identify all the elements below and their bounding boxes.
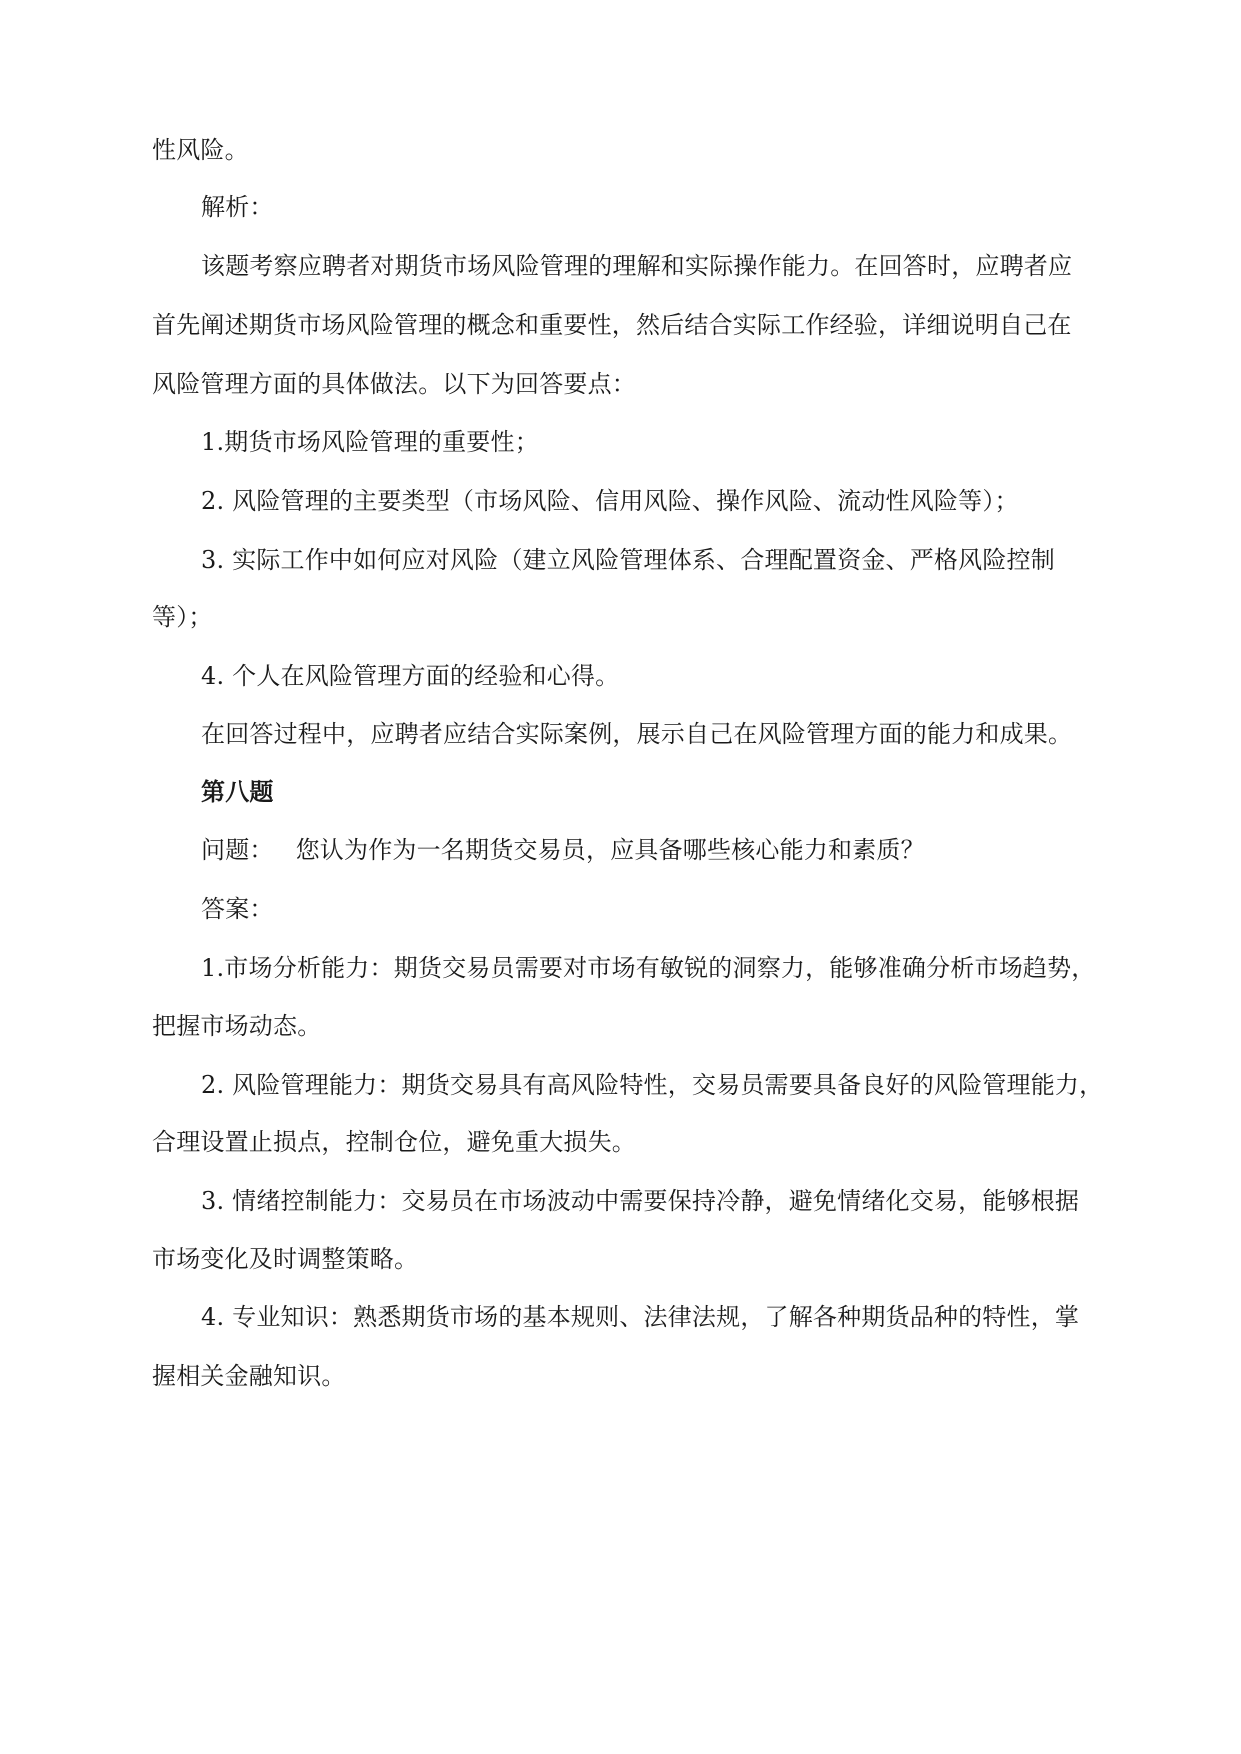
- list-item: 1.期货市场风险管理的重要性；: [201, 428, 539, 456]
- analysis-label: 解析：: [201, 193, 274, 221]
- list-item: 4. 个人在风险管理方面的经验和心得。: [201, 662, 620, 690]
- text-line: 握相关金融知识。: [152, 1362, 346, 1390]
- list-item: 3. 情绪控制能力：交易员在市场波动中需要保持冷静，避免情绪化交易，能够根据: [201, 1187, 1080, 1215]
- question-text: 您认为作为一名期货交易员，应具备哪些核心能力和素质？: [295, 836, 925, 864]
- text-line: 在回答过程中，应聘者应结合实际案例，展示自己在风险管理方面的能力和成果。: [201, 720, 1073, 748]
- list-item: 4. 专业知识：熟悉期货市场的基本规则、法律法规，了解各种期货品种的特性，掌: [201, 1303, 1080, 1331]
- text-line: 把握市场动态。: [152, 1012, 322, 1040]
- section-heading: 第八题: [201, 777, 274, 806]
- list-item: 1.市场分析能力：期货交易员需要对市场有敏锐的洞察力，能够准确分析市场趋势，: [201, 954, 1096, 982]
- text-line: 等）；: [152, 603, 213, 631]
- text-line: 性风险。: [152, 136, 249, 164]
- text-line: 风险管理方面的具体做法。以下为回答要点：: [152, 370, 636, 398]
- question-line: [201, 834, 1092, 866]
- list-item: 3. 实际工作中如何应对风险（建立风险管理体系、合理配置资金、严格风险控制: [201, 546, 1055, 574]
- text-line: 首先阐述期货市场风险管理的概念和重要性，然后结合实际工作经验，详细说明自己在: [152, 311, 1072, 339]
- list-item: 2. 风险管理能力：期货交易具有高风险特性，交易员需要具备良好的风险管理能力，: [201, 1071, 1104, 1099]
- question-label: 问题：: [201, 836, 274, 864]
- list-item: 2. 风险管理的主要类型（市场风险、信用风险、操作风险、流动性风险等）；: [201, 487, 1019, 515]
- text-line: 该题考察应聘者对期货市场风险管理的理解和实际操作能力。在回答时，应聘者应: [201, 252, 1073, 280]
- text-line: 市场变化及时调整策略。: [152, 1245, 419, 1273]
- answer-label: 答案：: [201, 895, 274, 923]
- text-line: 合理设置止损点，控制仓位，避免重大损失。: [152, 1128, 636, 1156]
